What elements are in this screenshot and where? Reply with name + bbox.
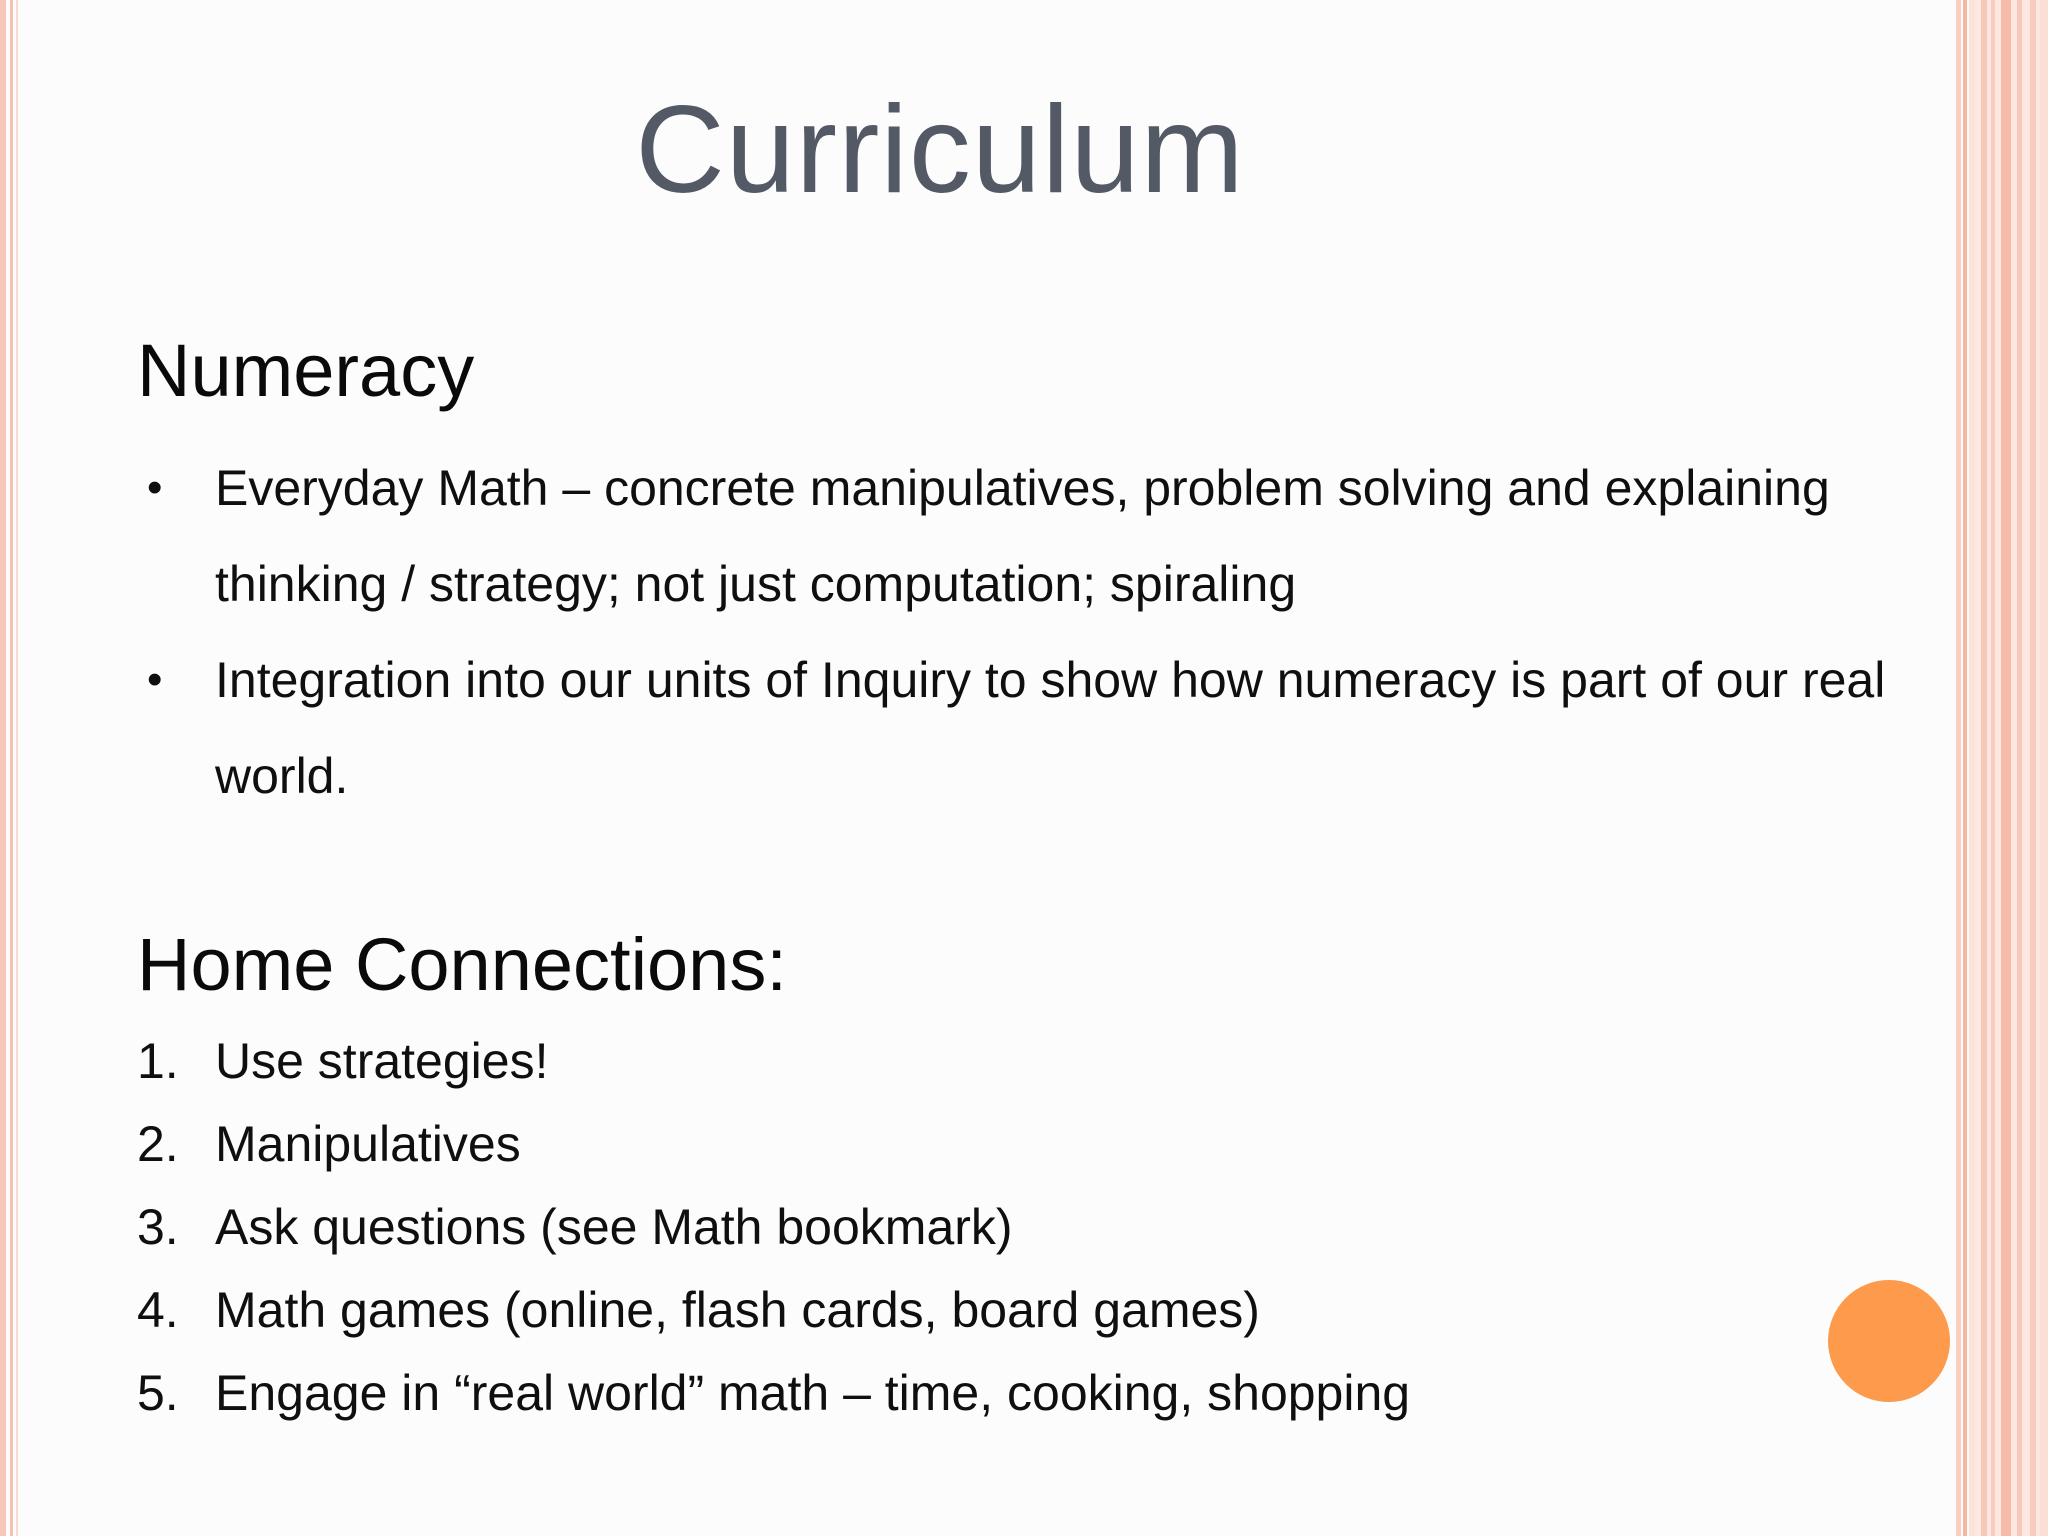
- bullet-text: Integration into our units of Inquiry to show how numeracy is part of our real world.: [215, 652, 1886, 804]
- home-connections-list: [137, 1020, 1837, 1435]
- right-border-stripe: [2030, 0, 2036, 1536]
- list-number: 4.: [137, 1282, 179, 1338]
- list-item: [137, 1269, 1837, 1352]
- right-border-stripe: [2017, 0, 2022, 1536]
- list-item-text: Ask questions (see Math bookmark): [215, 1199, 1013, 1255]
- right-border-stripe: [1963, 0, 1967, 1536]
- list-item: [137, 1103, 1837, 1186]
- numeracy-bullet-list: [137, 440, 1937, 824]
- right-border-stripe: [2040, 0, 2048, 1536]
- list-number: 3.: [137, 1199, 179, 1255]
- bullet-text: Everyday Math – concrete manipulatives, problem solving and explaining thinking / strategy; not just computation; spiraling: [215, 460, 1830, 612]
- bullet-icon: •: [147, 655, 163, 704]
- bullet-icon: •: [147, 463, 163, 512]
- right-border-stripe: [1969, 0, 1975, 1536]
- bullet-item: [137, 632, 1937, 824]
- list-item: [137, 1352, 1837, 1435]
- right-border-stripe: [1981, 0, 1987, 1536]
- list-item-text: Manipulatives: [215, 1116, 521, 1172]
- bullet-item: [137, 440, 1937, 632]
- right-border-stripe: [1991, 0, 1995, 1536]
- numeracy-heading: Numeracy: [137, 329, 475, 412]
- slide-title: Curriculum: [635, 81, 1245, 219]
- right-border-stripe: [2001, 0, 2011, 1536]
- list-number: 1.: [137, 1033, 179, 1089]
- list-number: 2.: [137, 1116, 179, 1172]
- left-border-stripe: [16, 0, 18, 1536]
- right-border-stripe: [1956, 0, 1961, 1536]
- list-item-text: Engage in “real world” math – time, cooking, shopping: [215, 1365, 1411, 1421]
- list-item-text: Math games (online, flash cards, board games): [215, 1282, 1260, 1338]
- list-item: [137, 1020, 1837, 1103]
- left-border-stripe: [10, 0, 13, 1536]
- list-number: 5.: [137, 1365, 179, 1421]
- orange-circle-decoration: [1828, 1280, 1950, 1402]
- list-item-text: Use strategies!: [215, 1033, 549, 1089]
- left-border-stripe: [0, 0, 6, 1536]
- home-connections-heading: Home Connections:: [137, 923, 787, 1006]
- list-item: [137, 1186, 1837, 1269]
